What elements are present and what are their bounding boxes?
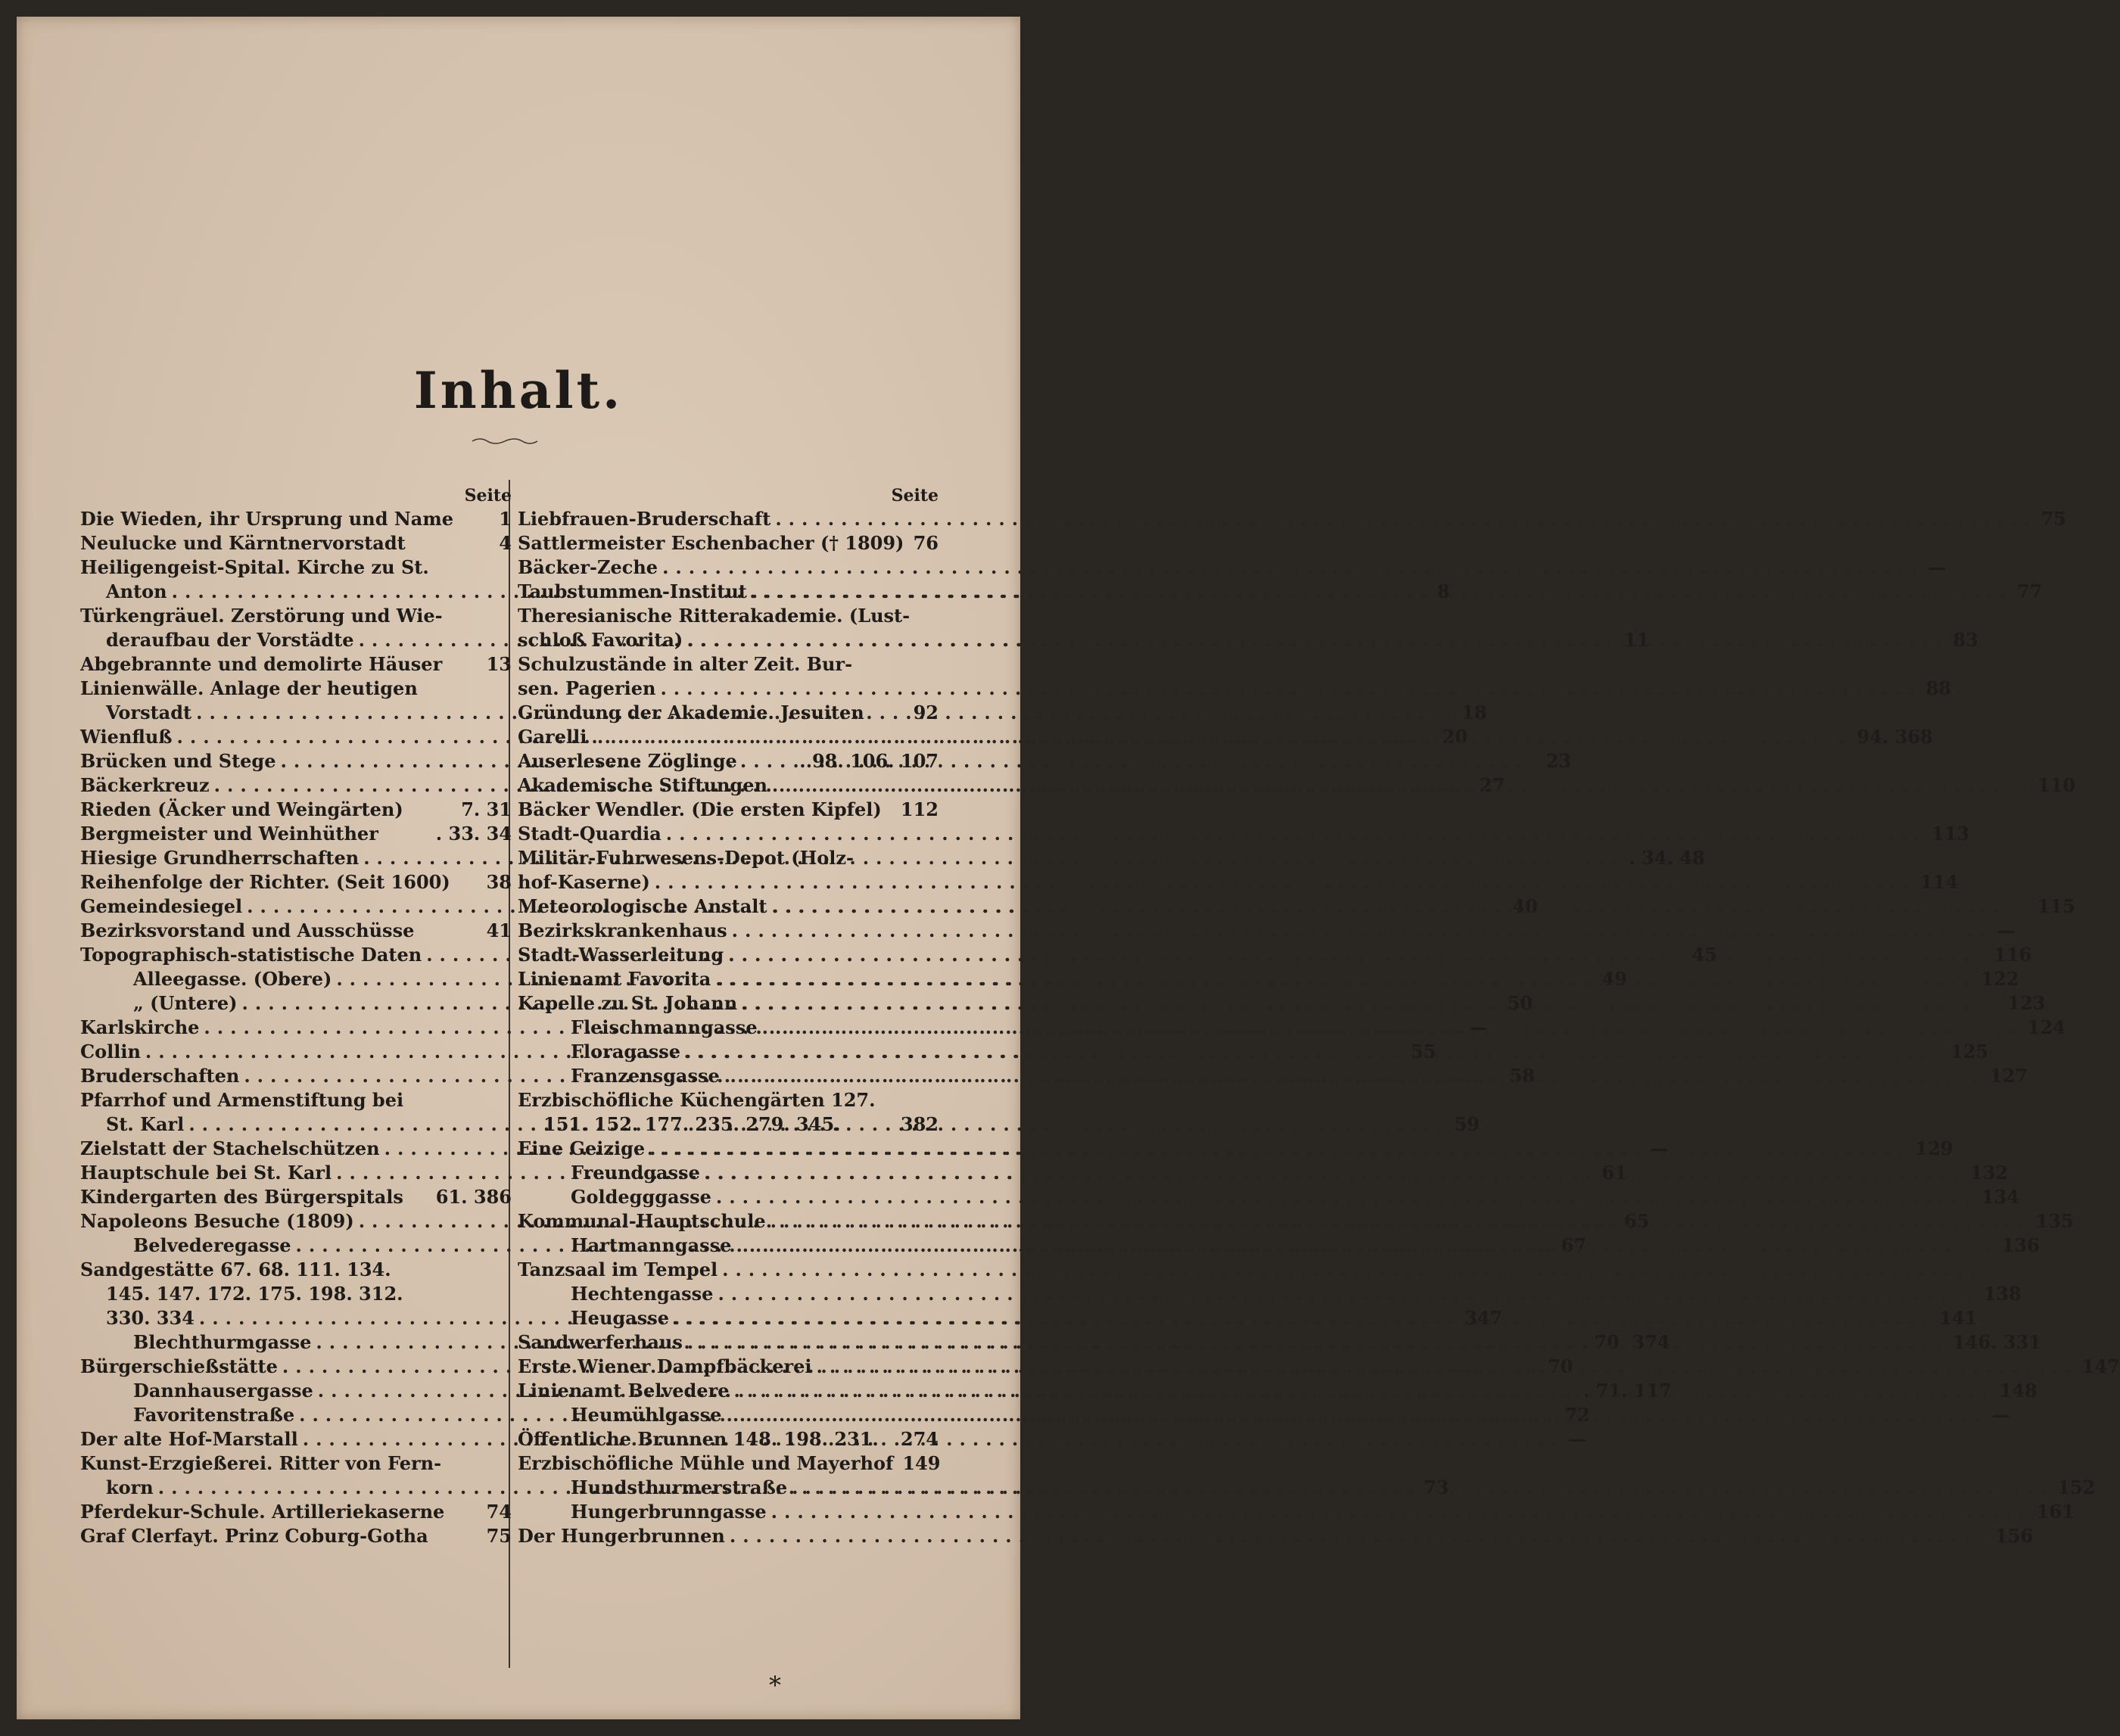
dot-leader	[742, 991, 2003, 1016]
toc-entry-page: 27	[1479, 774, 1505, 796]
toc-entry-page: 75	[486, 1525, 512, 1547]
toc-entry-title: Bäcker Wendler. (Die ersten Kipfel)	[518, 798, 882, 820]
toc-entry-title: Schulzustände in alter Zeit. Bur-	[518, 653, 853, 675]
dot-leader	[734, 1379, 1995, 1403]
toc-entry-page: 156	[1994, 1525, 2034, 1547]
toc-entry-title: hof-Kaserne)	[518, 871, 650, 893]
dot-leader	[687, 628, 1948, 652]
toc-entry	[518, 1451, 939, 1476]
toc-entry-title: Auserlesene Zöglinge	[518, 750, 737, 772]
toc-entry	[518, 555, 1947, 580]
toc-entry	[518, 1427, 939, 1451]
book-page	[17, 17, 2120, 1719]
toc-entry	[518, 822, 1970, 846]
toc-entry	[518, 1524, 2034, 1548]
toc-entry-title: Linienwälle. Anlage der heutigen	[80, 677, 418, 699]
toc-entry-title: Heumühlgasse	[571, 1404, 722, 1426]
dot-leader	[726, 1403, 1987, 1427]
toc-entry-title: Zielstatt der Stachelschützen	[80, 1137, 380, 1159]
dot-leader	[685, 1040, 1946, 1064]
toc-entry-page: 146. 331	[1953, 1331, 2041, 1353]
toc-entry-page: 152	[2057, 1476, 2096, 1498]
toc-entry-page: 382	[900, 1113, 939, 1135]
dot-leader	[736, 1234, 1997, 1258]
toc-entry-page: 148	[1999, 1380, 2038, 1402]
toc-entry-page: 40	[1512, 895, 1538, 917]
toc-entry-title: Gemeindesiegel	[80, 895, 243, 917]
dot-leader	[705, 1161, 1966, 1185]
toc-entry-page: —	[1649, 1137, 1668, 1159]
toc-entry-page: . 33. 34	[435, 823, 512, 845]
dot-leader	[724, 1064, 1985, 1088]
toc-entry-title: Rieden (Äcker und Weingärten)	[80, 798, 403, 820]
dot-leader	[722, 1258, 1983, 1282]
toc-entry-title: Türkengräuel. Zerstörung und Wie-	[80, 605, 443, 627]
toc-entry-page: 141	[1939, 1307, 1978, 1329]
toc-entry-page: 147	[2081, 1355, 2120, 1377]
toc-entry-title: Hiesige Grundherrschaften	[80, 847, 360, 869]
toc-entry-page: 61	[1602, 1162, 1627, 1184]
toc-entry	[80, 1258, 512, 1282]
toc-entry-page: —	[1991, 1404, 2010, 1426]
toc-entry	[80, 604, 512, 628]
toc-entry-title: Pfarrhof und Armenstiftung bei	[80, 1089, 404, 1111]
toc-entry-title: Napoleons Besuche (1809)	[80, 1210, 354, 1232]
toc-entry-page: 61. 386	[435, 1186, 512, 1208]
toc-entry-title: Heugasse	[571, 1307, 670, 1329]
toc-entry-page: —	[1997, 919, 2016, 941]
toc-entry-title: Erste Wiener Dampfbäckerei	[518, 1355, 812, 1377]
ornament-divider	[471, 437, 539, 446]
toc-entry	[518, 1088, 939, 1112]
toc-entry	[518, 1185, 2020, 1209]
toc-entry	[80, 870, 512, 894]
toc-entry-title: sen. Pagerien	[518, 677, 656, 699]
toc-entry-page: —	[1469, 1016, 1488, 1038]
toc-entry	[518, 1016, 2066, 1040]
toc-entry-page: 124	[2027, 1016, 2066, 1038]
toc-entry-title: Graf Clerfayt. Prinz Coburg-Gotha	[80, 1525, 428, 1547]
toc-entry-page: 70	[1547, 1355, 1574, 1377]
toc-entry-page: 161	[2036, 1501, 2075, 1523]
toc-entry-page: 136	[2001, 1234, 2040, 1256]
toc-entry-title: Favoritenstraße	[133, 1404, 295, 1426]
toc-entry-title: Kunst-Erzgießerei. Ritter von Fern-	[80, 1452, 442, 1474]
toc-entry-page: 347	[1465, 1307, 1503, 1329]
toc-entry-title: Wienfluß	[80, 726, 173, 748]
toc-entry-title: Floragasse	[571, 1041, 680, 1062]
toc-entry-page: 76	[913, 532, 939, 554]
toc-entry-title: Bäckerkreuz	[80, 774, 210, 796]
toc-entry	[80, 1500, 512, 1524]
toc-entry	[518, 1500, 2075, 1524]
toc-entry-title: schloß Favorita)	[518, 629, 683, 651]
toc-entry	[518, 701, 939, 725]
dot-leader	[792, 1476, 2053, 1500]
toc-entry-page: 114	[1919, 871, 1959, 893]
toc-entry-title: Eine Geizige	[518, 1137, 646, 1159]
toc-entry	[518, 749, 939, 773]
toc-entry-title: Der Hungerbrunnen	[518, 1525, 725, 1547]
toc-entry-title: Topographisch-statistische Daten	[80, 944, 422, 966]
toc-entry-page: 1	[499, 508, 512, 530]
dot-leader	[772, 894, 2033, 919]
toc-entry-title: 145. 147. 172. 175. 198. 312.	[106, 1283, 403, 1305]
toc-entry-title: Militär-Fuhrwesens-Depot (Holz-	[518, 847, 855, 869]
toc-entry-title: Hundsthurmerstraße	[571, 1476, 788, 1498]
toc-entry-page: . 98. 106. 107	[799, 750, 939, 772]
toc-entry-title: Heiligengeist-Spital. Kirche zu St.	[80, 556, 429, 578]
toc-entry-title: Akademische Stiftungen	[518, 774, 767, 796]
toc-entry-title: Meteorologische Anstalt	[518, 895, 767, 917]
dot-leader	[687, 1330, 1948, 1355]
toc-entry-title: Vorstadt	[106, 702, 192, 723]
toc-entry-page: 65	[1623, 1210, 1650, 1232]
toc-entry-title: Bürgerschießstätte	[80, 1355, 278, 1377]
toc-entry-title: Taubstummen-Institut	[518, 580, 747, 602]
toc-entry-title: Hungerbrunngasse	[571, 1501, 767, 1523]
toc-entry	[518, 604, 939, 628]
toc-entry-page: 72	[1564, 1404, 1590, 1426]
toc-entry-title: Sattlermeister Eschenbacher († 1809)	[518, 532, 904, 554]
toc-entry	[80, 531, 512, 555]
toc-entry-title: Bezirkskrankenhaus	[518, 919, 727, 941]
toc-entry-page: 49	[1602, 968, 1627, 990]
dot-leader	[770, 1209, 2031, 1234]
toc-entry-title: Erzbischöfliche Mühle und Mayerhof	[518, 1452, 894, 1474]
toc-entry-page: . 71. 117	[1583, 1380, 1672, 1402]
toc-entry	[80, 1282, 512, 1306]
toc-entry-page: 45	[1692, 944, 1717, 966]
dot-leader	[752, 580, 2013, 604]
toc-entry-page: 112	[900, 798, 939, 820]
toc-entry-page: 122	[1981, 968, 2019, 990]
toc-entry	[518, 798, 939, 822]
toc-entry	[80, 822, 512, 846]
toc-entry-title: Franzensgasse	[571, 1065, 720, 1087]
toc-entry-title: Hechtengasse	[571, 1283, 714, 1305]
dot-leader	[662, 555, 1923, 580]
toc-entry-title: Stadt-Wasserleitung	[518, 944, 724, 966]
toc-entry-title: Liebfrauen-Bruderschaft	[518, 508, 771, 530]
toc-entry-page: 127	[1989, 1065, 2028, 1087]
toc-entry	[518, 580, 2043, 604]
toc-entry-title: Karlskirche	[80, 1016, 200, 1038]
toc-entry-page: 125	[1950, 1041, 1989, 1062]
toc-entry	[518, 919, 2016, 943]
toc-entry	[518, 846, 939, 870]
toc-entry-title: Collin	[80, 1041, 141, 1062]
toc-entry	[80, 555, 512, 580]
toc-entry-title: Bergmeister und Weinhüther	[80, 823, 378, 845]
dot-leader	[817, 1355, 2078, 1379]
toc-entry-page: 67	[1561, 1234, 1587, 1256]
toc-entry-page: 11	[1623, 629, 1650, 651]
dot-leader	[715, 967, 1976, 991]
dot-leader	[728, 943, 1989, 967]
toc-entry-page: 38	[486, 871, 512, 893]
toc-entry-page: 83	[1953, 629, 1978, 651]
toc-entry-page: 20	[1442, 726, 1468, 748]
dot-leader	[591, 725, 1852, 749]
toc-entry-page: 77	[2017, 580, 2043, 602]
seite-header-left: Seite	[464, 486, 512, 506]
toc-entry-page: 23	[1546, 750, 1571, 772]
toc-entry-page: 74	[486, 1501, 512, 1523]
toc-entry-page: . 70. 374	[1581, 1331, 1670, 1353]
toc-entry-page: 138	[1983, 1283, 2022, 1305]
toc-entry-page: 59	[1454, 1113, 1480, 1135]
toc-entry-page: 110	[2038, 774, 2076, 796]
toc-entry-title: Reihenfolge der Richter. (Seit 1600)	[80, 871, 450, 893]
toc-entry-title: Dannhausergasse	[133, 1380, 313, 1402]
dot-leader	[655, 870, 1916, 894]
toc-entry-page: 75	[2041, 508, 2066, 530]
toc-entry	[518, 1258, 939, 1282]
toc-entry	[80, 677, 512, 701]
toc-entry-page: 7. 31	[461, 798, 512, 820]
toc-entry-title: Alleegasse. (Obere)	[133, 968, 332, 990]
toc-entry-title: Fleischmanngasse	[571, 1016, 758, 1038]
page-title: Inhalt.	[413, 361, 624, 420]
toc-entry-title: Bezirksvorstand und Ausschüsse	[80, 919, 415, 941]
toc-entry	[518, 507, 2066, 531]
toc-entry-title: Goldegggasse	[571, 1186, 711, 1208]
toc-entry-title: Neulucke und Kärntnervorstadt	[80, 532, 406, 554]
toc-entry-title: Kommunal-Hauptschule	[518, 1210, 766, 1232]
toc-entry-title: Öffentliche Brunnen 148. 198. 231.	[518, 1428, 879, 1450]
toc-entry-page: 41	[486, 919, 512, 941]
toc-entry	[518, 652, 939, 677]
toc-entry-title: deraufbau der Vorstädte	[106, 629, 354, 651]
dot-leader	[771, 1500, 2032, 1524]
toc-entry-page: —	[1567, 1428, 1586, 1450]
toc-entry	[518, 1137, 1953, 1161]
toc-entry-title: Belvederegasse	[133, 1234, 291, 1256]
toc-entry-title: Der alte Hof-Marstall	[80, 1428, 298, 1450]
toc-entry-page: 73	[1423, 1476, 1449, 1498]
toc-entry-page: 50	[1507, 992, 1533, 1014]
toc-entry-title: Pferdekur-Schule. Artilleriekaserne	[80, 1501, 445, 1523]
toc-entry-title: 151. 152. 177. 235. 279. 345.	[543, 1113, 841, 1135]
toc-entry-page: 149	[902, 1452, 941, 1474]
toc-entry	[80, 1451, 512, 1476]
toc-entry-title: Abgebrannte und demolirte Häuser	[80, 653, 443, 675]
toc-entry-title: Linienamt Belvedere	[518, 1380, 730, 1402]
toc-entry-page: 8	[1437, 580, 1450, 602]
dot-leader	[674, 1306, 1935, 1330]
toc-entry	[518, 1282, 2022, 1306]
footer-asterisk: *	[769, 1671, 781, 1700]
dot-leader	[762, 1016, 2023, 1040]
toc-entry-title: 330. 334	[106, 1307, 195, 1329]
toc-entry-page: 116	[1994, 944, 2032, 966]
toc-entry-page: 13	[486, 653, 512, 675]
toc-entry-title: Gründung der Akademie. Jesuiten	[518, 702, 864, 723]
toc-entry-title: Die Wieden, ihr Ursprung und Name	[80, 508, 453, 530]
toc-entry-title: St. Karl	[106, 1113, 185, 1135]
dot-leader	[732, 919, 1993, 943]
toc-entry-page: 58	[1509, 1065, 1535, 1087]
seite-header-right: Seite	[891, 486, 939, 506]
toc-entry-page: 115	[2037, 895, 2075, 917]
toc-entry-page: . 34. 48	[1629, 847, 1705, 869]
toc-entry-page: 134	[1981, 1186, 2020, 1208]
toc-entry-title: Garelli	[518, 726, 587, 748]
dot-leader	[718, 1282, 1978, 1306]
toc-entry-page: 94. 368	[1857, 726, 1933, 748]
dot-leader	[649, 1137, 1910, 1161]
toc-entry	[80, 507, 512, 531]
toc-entry-title: Linienamt Favorita	[518, 968, 711, 990]
toc-entry	[80, 1185, 512, 1209]
toc-entry-title: Bruderschaften	[80, 1065, 240, 1087]
toc-entry-title: „ (Untere)	[133, 992, 238, 1014]
toc-entry-title: Sandgestätte 67. 68. 111. 134.	[80, 1258, 391, 1280]
toc-entry	[80, 652, 512, 677]
toc-entry-title: Sandwerferhaus	[518, 1331, 683, 1353]
toc-entry-page: 92	[913, 702, 939, 723]
toc-entry-title: Kindergarten des Bürgerspitals	[80, 1186, 403, 1208]
toc-entry-title: Bäcker-Zeche	[518, 556, 658, 578]
toc-entry	[80, 1524, 512, 1548]
toc-entry-page: 88	[1925, 677, 1951, 699]
dot-leader	[660, 677, 1921, 701]
toc-entry-page: 129	[1915, 1137, 1953, 1159]
dot-leader	[666, 822, 1927, 846]
toc-entry	[80, 798, 512, 822]
toc-entry-title: korn	[106, 1476, 154, 1498]
dot-leader	[730, 1524, 1991, 1548]
toc-entry	[518, 531, 939, 555]
dot-leader	[772, 773, 2033, 798]
toc-entry-page: 132	[1969, 1162, 2009, 1184]
toc-entry-page: —	[1928, 556, 1947, 578]
toc-entry-title: Anton	[106, 580, 167, 602]
dot-leader	[775, 507, 2036, 531]
toc-entry-title: Hartmanngasse	[571, 1234, 732, 1256]
toc-entry-page: 55	[1411, 1041, 1437, 1062]
toc-entry-title: Freundgasse	[571, 1162, 700, 1184]
toc-entry-title: Brücken und Stege	[80, 750, 276, 772]
toc-entry-title: Blechthurmgasse	[133, 1331, 312, 1353]
toc-entry	[518, 677, 1951, 701]
toc-entry-title: Theresianische Ritterakademie. (Lust-	[518, 605, 911, 627]
toc-entry-title: Stadt-Quardia	[518, 823, 662, 845]
toc-entry-page: 4	[499, 532, 512, 554]
toc-entry-title: Tanzsaal im Tempel	[518, 1258, 718, 1280]
toc-entry	[80, 919, 512, 943]
toc-entry-page: 18	[1462, 702, 1487, 723]
toc-entry	[518, 870, 1959, 894]
toc-entry-title: Hauptschule bei St. Karl	[80, 1162, 332, 1184]
dot-leader	[716, 1185, 1977, 1209]
toc-entry-page: 135	[2035, 1210, 2074, 1232]
toc-entry-page: 274	[900, 1428, 939, 1450]
toc-entry-page: 113	[1931, 823, 1970, 845]
toc-entry-title: Erzbischöfliche Küchengärten 127.	[518, 1089, 876, 1111]
toc-entry-title: Kapelle zu St. Johann	[518, 992, 738, 1014]
toc-entry	[518, 1112, 939, 1137]
toc-entry	[80, 1088, 512, 1112]
toc-entry-page: 123	[2007, 992, 2046, 1014]
